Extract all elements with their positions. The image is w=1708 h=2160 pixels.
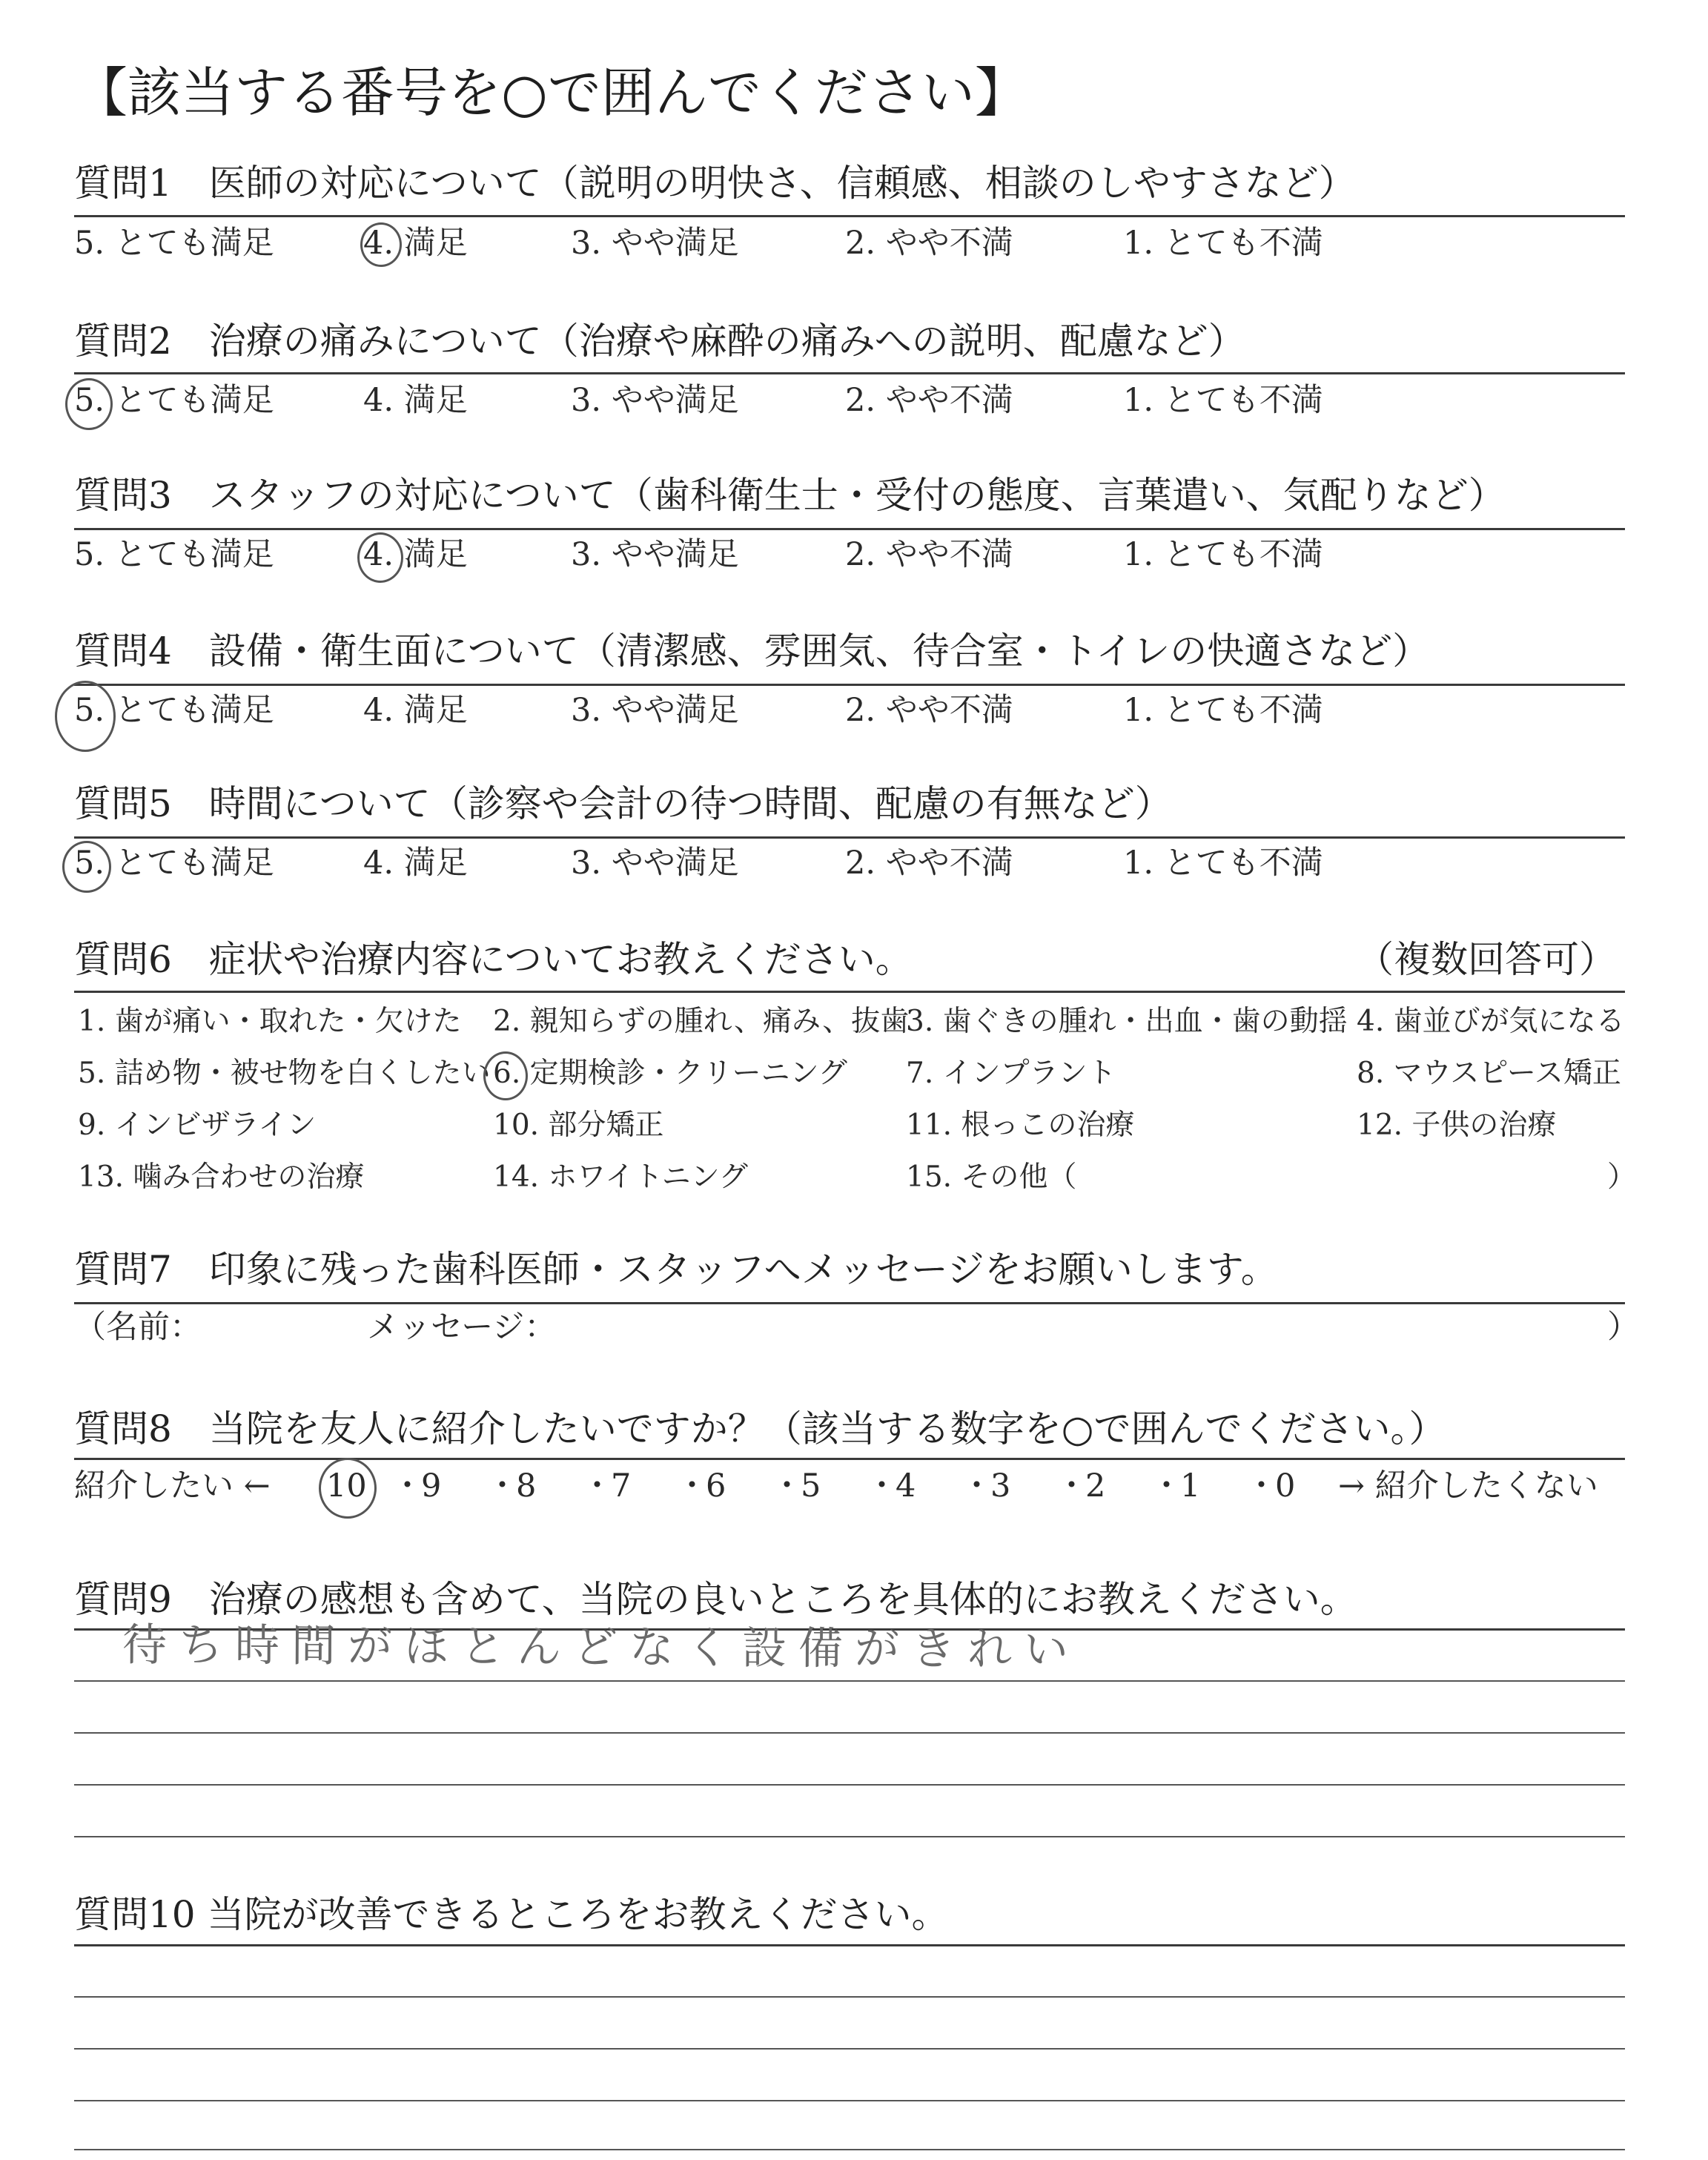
q6-option-6[interactable]: 6. 定期検診・クリーニング xyxy=(493,1057,847,1090)
q1-option-1[interactable]: 1. とても不満 xyxy=(1123,225,1323,262)
q5-title: 質問5 時間について（診察や会計の待つ時間、配慮の有無など） xyxy=(74,782,1172,825)
q6-option-10[interactable]: 10. 部分矯正 xyxy=(493,1109,664,1142)
q7-close-paren: ） xyxy=(1607,1309,1639,1346)
q8-scale-dot: ・ xyxy=(1151,1467,1182,1505)
q2-rule xyxy=(74,372,1625,374)
q8-scale-dot: ・ xyxy=(581,1467,613,1505)
q1-option-3[interactable]: 3. やや満足 xyxy=(571,225,739,262)
page-title: 【該当する番号を○で囲んでください】 xyxy=(74,62,1028,124)
q3-option-1[interactable]: 1. とても不満 xyxy=(1123,536,1323,573)
q10-answer-line[interactable] xyxy=(74,2149,1625,2150)
q6-option-1[interactable]: 1. 歯が痛い・取れた・欠けた xyxy=(78,1005,462,1038)
q8-scale-number[interactable]: 9 xyxy=(421,1467,442,1505)
q4-option-5[interactable]: 5. とても満足 xyxy=(74,692,274,729)
q8-scale-dot: ・ xyxy=(1056,1467,1088,1505)
q10-answer-line[interactable] xyxy=(74,2100,1625,2101)
q3-option-2[interactable]: 2. やや不満 xyxy=(845,536,1013,573)
q6-option-15[interactable]: 15. その他（ xyxy=(906,1160,1077,1194)
q3-rule xyxy=(74,528,1625,530)
q9-title: 質問9 治療の感想も含めて、当院の良いところを具体的にお教えください。 xyxy=(74,1578,1357,1621)
q3-title: 質問3 スタッフの対応について（歯科衛生士・受付の態度、言葉遣い、気配りなど） xyxy=(74,474,1506,517)
q8-scale-dot: ・ xyxy=(676,1467,708,1505)
q8-scale-number[interactable]: 1 xyxy=(1180,1467,1201,1505)
q5-option-1[interactable]: 1. とても不満 xyxy=(1123,845,1323,882)
q5-option-5[interactable]: 5. とても満足 xyxy=(74,845,274,882)
q2-option-5[interactable]: 5. とても満足 xyxy=(74,382,274,419)
q10-answer-line[interactable] xyxy=(74,2048,1625,2050)
q5-rule xyxy=(74,836,1625,839)
q1-title: 質問1 医師の対応について（説明の明快さ、信頼感、相談のしやすさなど） xyxy=(74,162,1356,205)
q1-option-2[interactable]: 2. やや不満 xyxy=(845,225,1013,262)
q10-rule xyxy=(74,1944,1625,1946)
q7-name-label: （名前： xyxy=(74,1309,202,1346)
q8-scale-number[interactable]: 2 xyxy=(1085,1467,1106,1505)
q3-option-4[interactable]: 4. 満足 xyxy=(363,536,468,573)
q9-answer-line[interactable] xyxy=(74,1680,1625,1682)
q8-scale-dot: ・ xyxy=(486,1467,518,1505)
q8-scale-dot: ・ xyxy=(391,1467,423,1505)
q1-option-5[interactable]: 5. とても満足 xyxy=(74,225,274,262)
q9-handwritten-answer: 待ち時間がほとんどなく設備がきれい xyxy=(122,1619,1081,1677)
q3-option-5[interactable]: 5. とても満足 xyxy=(74,536,274,573)
q8-scale-number[interactable]: 5 xyxy=(801,1467,821,1505)
q1-option-4[interactable]: 4. 満足 xyxy=(363,225,468,262)
q6-option-7[interactable]: 7. インプラント xyxy=(906,1057,1116,1090)
q6-option-5[interactable]: 5. 詰め物・被せ物を白くしたい xyxy=(78,1057,491,1090)
q8-right-label: → 紹介したくない xyxy=(1338,1467,1598,1505)
q6-other-close-paren: ） xyxy=(1607,1160,1637,1194)
q5-option-3[interactable]: 3. やや満足 xyxy=(571,845,739,882)
q9-answer-line[interactable] xyxy=(74,1784,1625,1786)
q6-title: 質問6 症状や治療内容についてお教えください。 xyxy=(74,938,913,981)
q1-rule xyxy=(74,215,1625,217)
q4-option-1[interactable]: 1. とても不満 xyxy=(1123,692,1323,729)
q2-title: 質問2 治療の痛みについて（治療や麻酔の痛みへの説明、配慮など） xyxy=(74,320,1245,363)
q8-scale-number[interactable]: 6 xyxy=(706,1467,726,1505)
q8-scale-number[interactable]: 7 xyxy=(611,1467,632,1505)
q9-answer-line[interactable] xyxy=(74,1732,1625,1734)
q4-option-4[interactable]: 4. 満足 xyxy=(363,692,468,729)
q8-scale-dot: ・ xyxy=(961,1467,993,1505)
q8-rule xyxy=(74,1458,1625,1460)
q8-title: 質問8 当院を友人に紹介したいですか？（該当する数字を○で囲んでください。） xyxy=(74,1407,1446,1450)
q8-scale-number[interactable]: 8 xyxy=(516,1467,537,1505)
q8-left-label: 紹介したい ← xyxy=(74,1467,271,1505)
q7-rule xyxy=(74,1302,1625,1304)
q2-option-2[interactable]: 2. やや不満 xyxy=(845,382,1013,419)
q6-note: （複数回答可） xyxy=(1357,938,1616,981)
q5-option-2[interactable]: 2. やや不満 xyxy=(845,845,1013,882)
q2-option-1[interactable]: 1. とても不満 xyxy=(1123,382,1323,419)
q7-message-label: メッセージ： xyxy=(367,1309,557,1346)
q2-option-4[interactable]: 4. 満足 xyxy=(363,382,468,419)
q4-option-2[interactable]: 2. やや不満 xyxy=(845,692,1013,729)
q8-scale-dot: ・ xyxy=(1245,1467,1277,1505)
q6-option-14[interactable]: 14. ホワイトニング xyxy=(493,1160,748,1194)
q2-option-3[interactable]: 3. やや満足 xyxy=(571,382,739,419)
q6-option-13[interactable]: 13. 噛み合わせの治療 xyxy=(78,1160,365,1194)
q6-option-9[interactable]: 9. インビザライン xyxy=(78,1109,317,1142)
q6-option-2[interactable]: 2. 親知らずの腫れ、痛み、抜歯 xyxy=(493,1005,910,1038)
q8-scale-number[interactable]: 10 xyxy=(326,1467,367,1505)
q8-scale-dot: ・ xyxy=(866,1467,898,1505)
q8-scale-number[interactable]: 0 xyxy=(1275,1467,1296,1505)
q3-option-3[interactable]: 3. やや満足 xyxy=(571,536,739,573)
q5-option-4[interactable]: 4. 満足 xyxy=(363,845,468,882)
q6-rule xyxy=(74,991,1625,993)
q8-scale-dot: ・ xyxy=(771,1467,803,1505)
q10-answer-line[interactable] xyxy=(74,1996,1625,1998)
q6-option-12[interactable]: 12. 子供の治療 xyxy=(1357,1109,1557,1142)
q9-answer-line[interactable] xyxy=(74,1836,1625,1837)
q6-option-4[interactable]: 4. 歯並びが気になる xyxy=(1357,1005,1625,1038)
q4-rule xyxy=(74,684,1625,686)
q6-option-11[interactable]: 11. 根っこの治療 xyxy=(906,1109,1135,1142)
q7-title: 質問7 印象に残った歯科医師・スタッフへメッセージをお願いします。 xyxy=(74,1248,1278,1291)
q4-option-3[interactable]: 3. やや満足 xyxy=(571,692,739,729)
q8-scale-number[interactable]: 4 xyxy=(896,1467,916,1505)
q6-option-3[interactable]: 3. 歯ぐきの腫れ・出血・歯の動揺 xyxy=(906,1005,1348,1038)
q4-title: 質問4 設備・衛生面について（清潔感、雰囲気、待合室・トイレの快適さなど） xyxy=(74,630,1430,673)
q8-scale-number[interactable]: 3 xyxy=(990,1467,1011,1505)
q6-option-8[interactable]: 8. マウスピース矯正 xyxy=(1357,1057,1621,1090)
q10-title: 質問10 当院が改善できるところをお教えください。 xyxy=(74,1893,949,1936)
